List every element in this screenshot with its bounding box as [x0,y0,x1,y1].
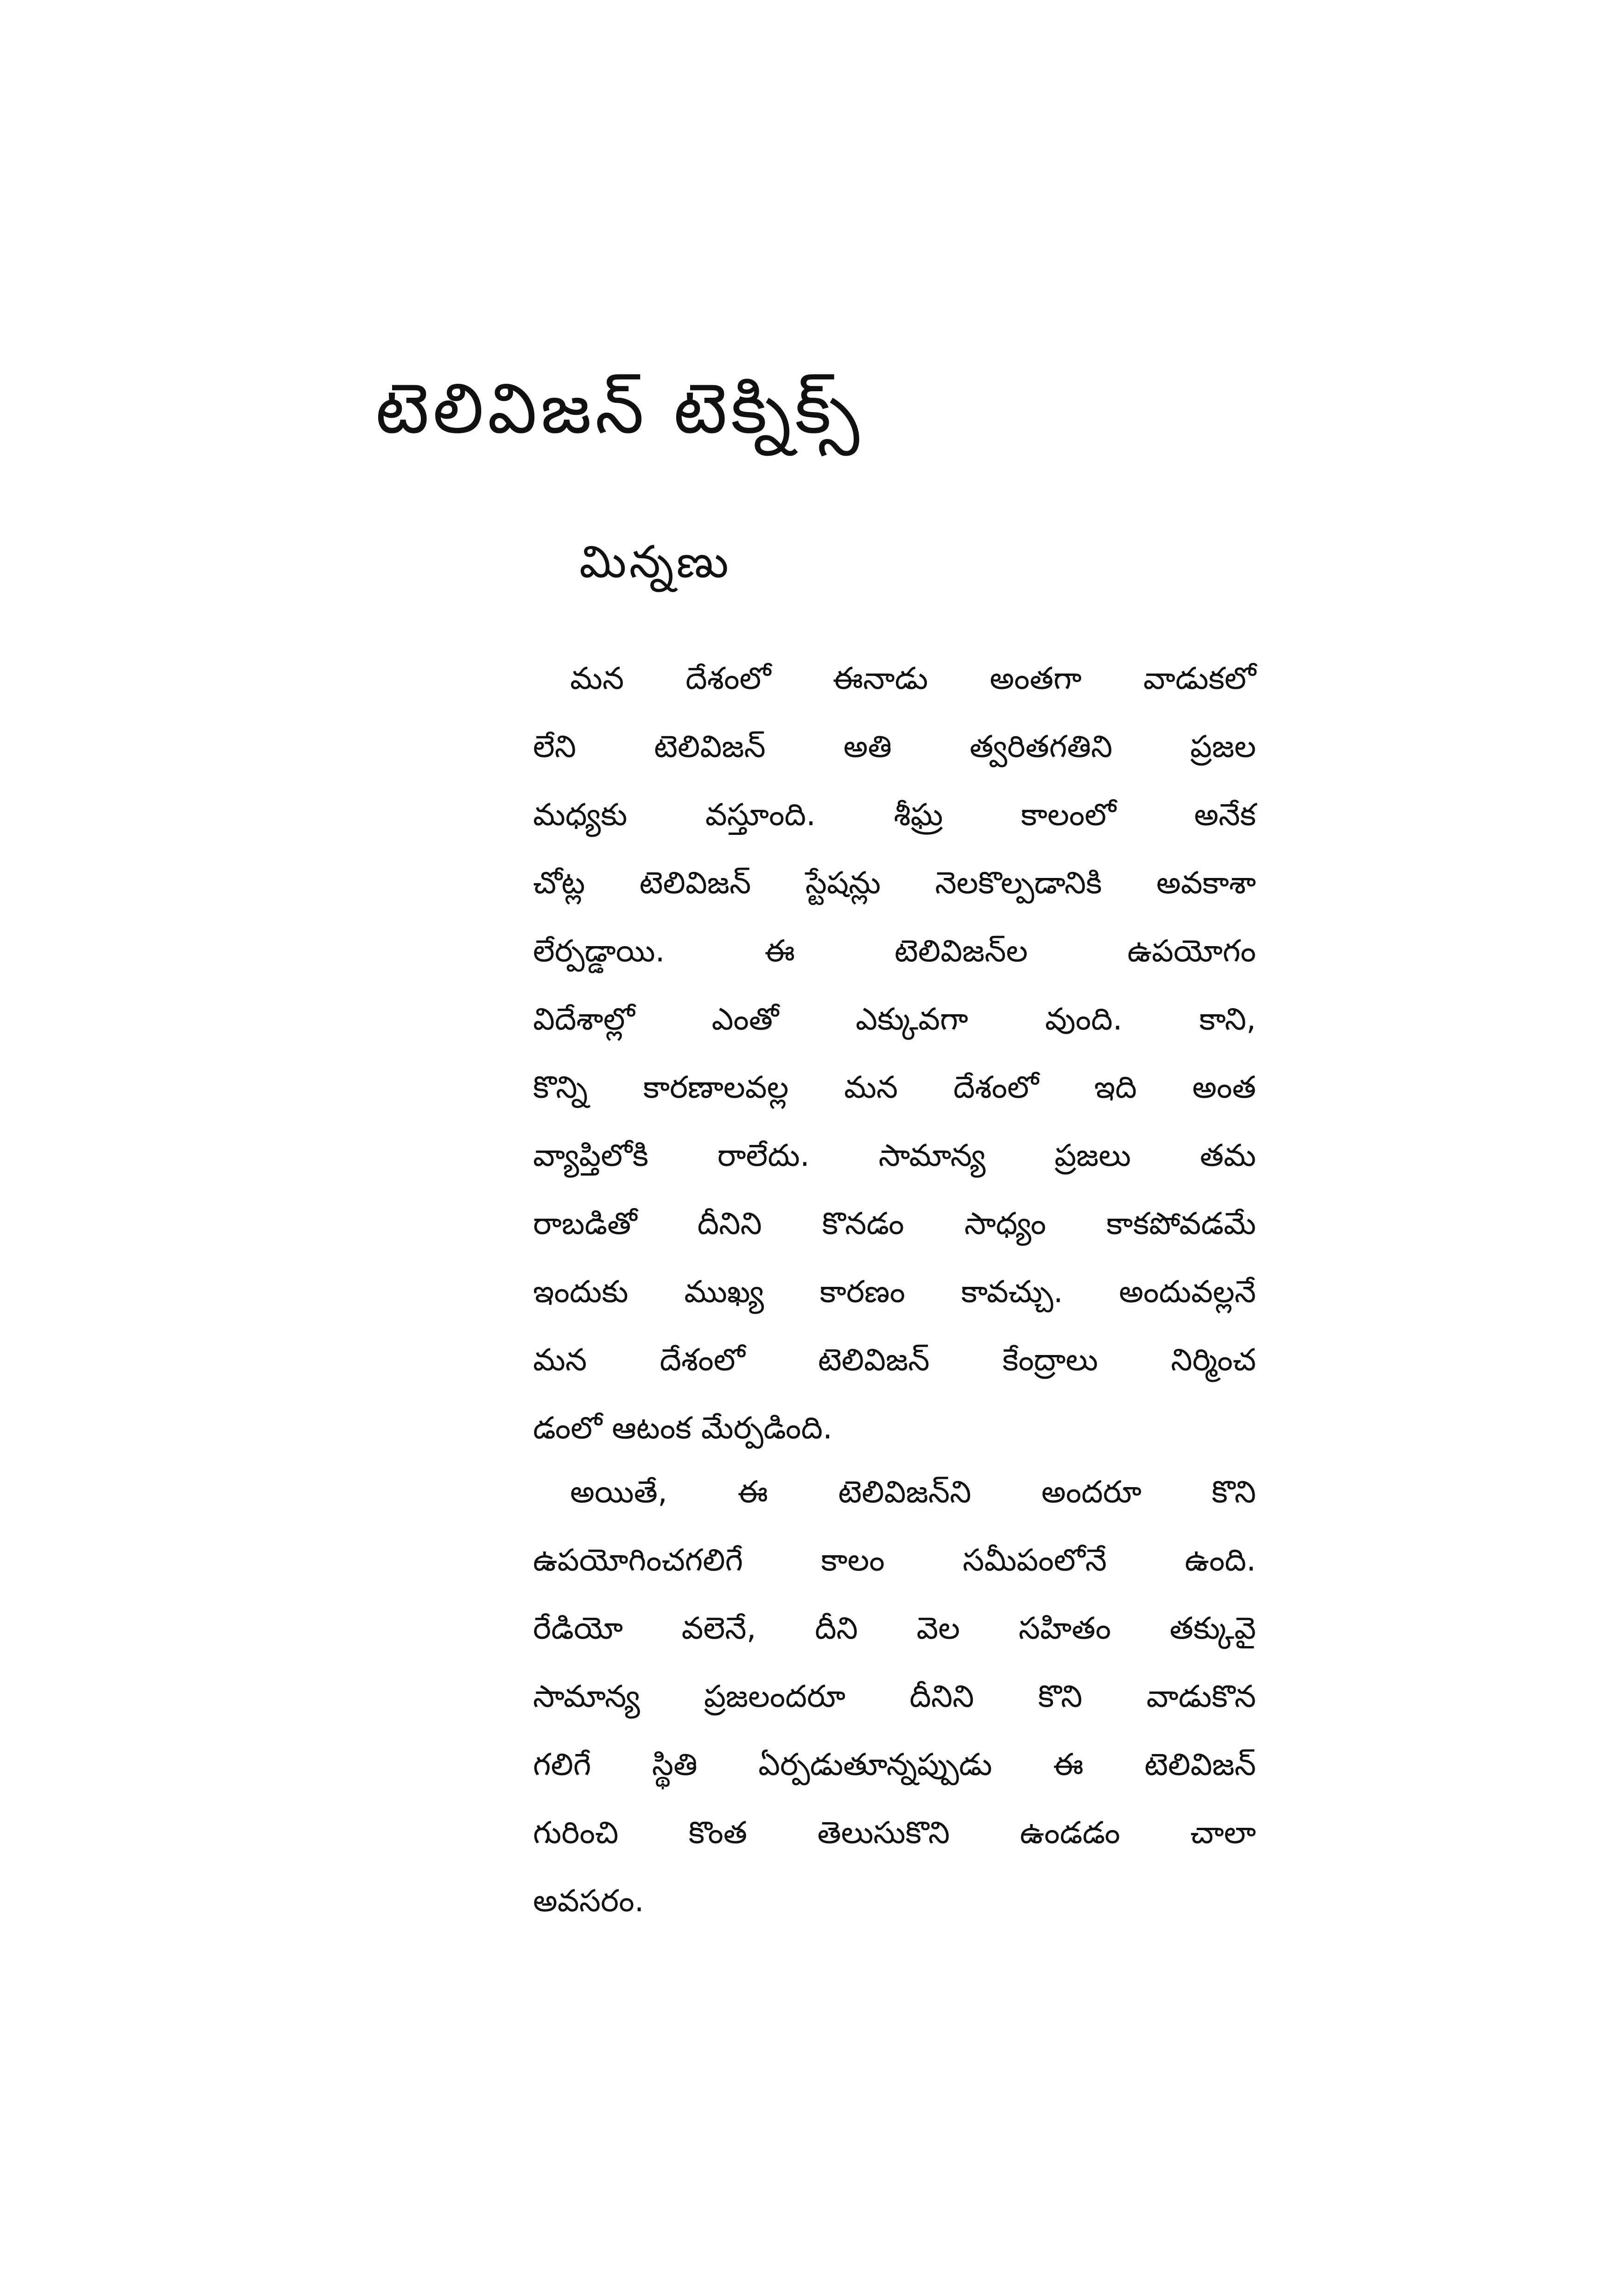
paragraph-line: సామాన్య ప్రజలందరూ దీనిని కొని వాడుకొన [533,1679,1256,1714]
author-name: మిన్నణు [579,536,731,588]
paragraph-line: రాబడితో దీనిని కొనడం సాధ్యం కాకపోవడమే [533,1206,1256,1241]
paragraph-line: కొన్ని కారణాలవల్ల మన దేశంలో ఇది అంత [533,1069,1256,1105]
paragraph-1 [533,644,1256,1462]
paragraph-line: ఇందుకు ముఖ్య కారణం కావచ్చు. అందువల్లనే [533,1274,1256,1310]
page-title: టెలివిజన్ టెక్నిక్స్ [375,369,863,449]
paragraph-line: వ్యాప్తిలోకి రాలేదు. సామాన్య ప్రజలు తమ [533,1138,1256,1173]
paragraph-line: విదేశాల్లో ఎంతో ఎక్కువగా వుంది. కాని, [533,1001,1256,1037]
paragraph-line: లేర్పడ్డాయి. ఈ టెలివిజన్‌ల ఉపయోగం [533,933,1256,969]
paragraph-line: డంలో ఆటంక మేర్పడింది. [533,1410,833,1446]
paragraph-line: అవసరం. [533,1883,644,1919]
paragraph-line: ఉపయోగించగలిగే కాలం సమీపంలోనే ఉంది. [533,1542,1256,1578]
paragraph-line: మన దేశంలో టెలివిజన్ కేంద్రాలు నిర్మించ [533,1342,1256,1378]
paragraph-2 [533,1458,1256,1935]
paragraph-line: రేడియో వలెనే, దీని వెల సహితం తక్కువై [533,1610,1256,1646]
paragraph-line: లేని టెలివిజన్ అతి త్వరితగతిని ప్రజల [533,729,1256,764]
paragraph-line: గలిగే స్థితి ఏర్పడుతూన్నప్పుడు ఈ టెలివిజన్ [533,1747,1256,1782]
paragraph-line: మధ్యకు వస్తూంది. శీఘ్ర కాలంలో అనేక [533,797,1256,833]
paragraph-line: మన దేశంలో ఈనాడు అంతగా వాడుకలో [570,661,1256,696]
paragraph-line: చోట్ల టెలివిజన్ స్టేషన్లు నెలకొల్పడానికి అవకాశా [533,865,1256,901]
paragraph-line: గురించి కొంత తెలుసుకొని ఉండడం చాలా [533,1815,1256,1851]
paragraph-line: అయితే, ఈ టెలివిజన్‌ని అందరూ కొని [570,1474,1256,1510]
